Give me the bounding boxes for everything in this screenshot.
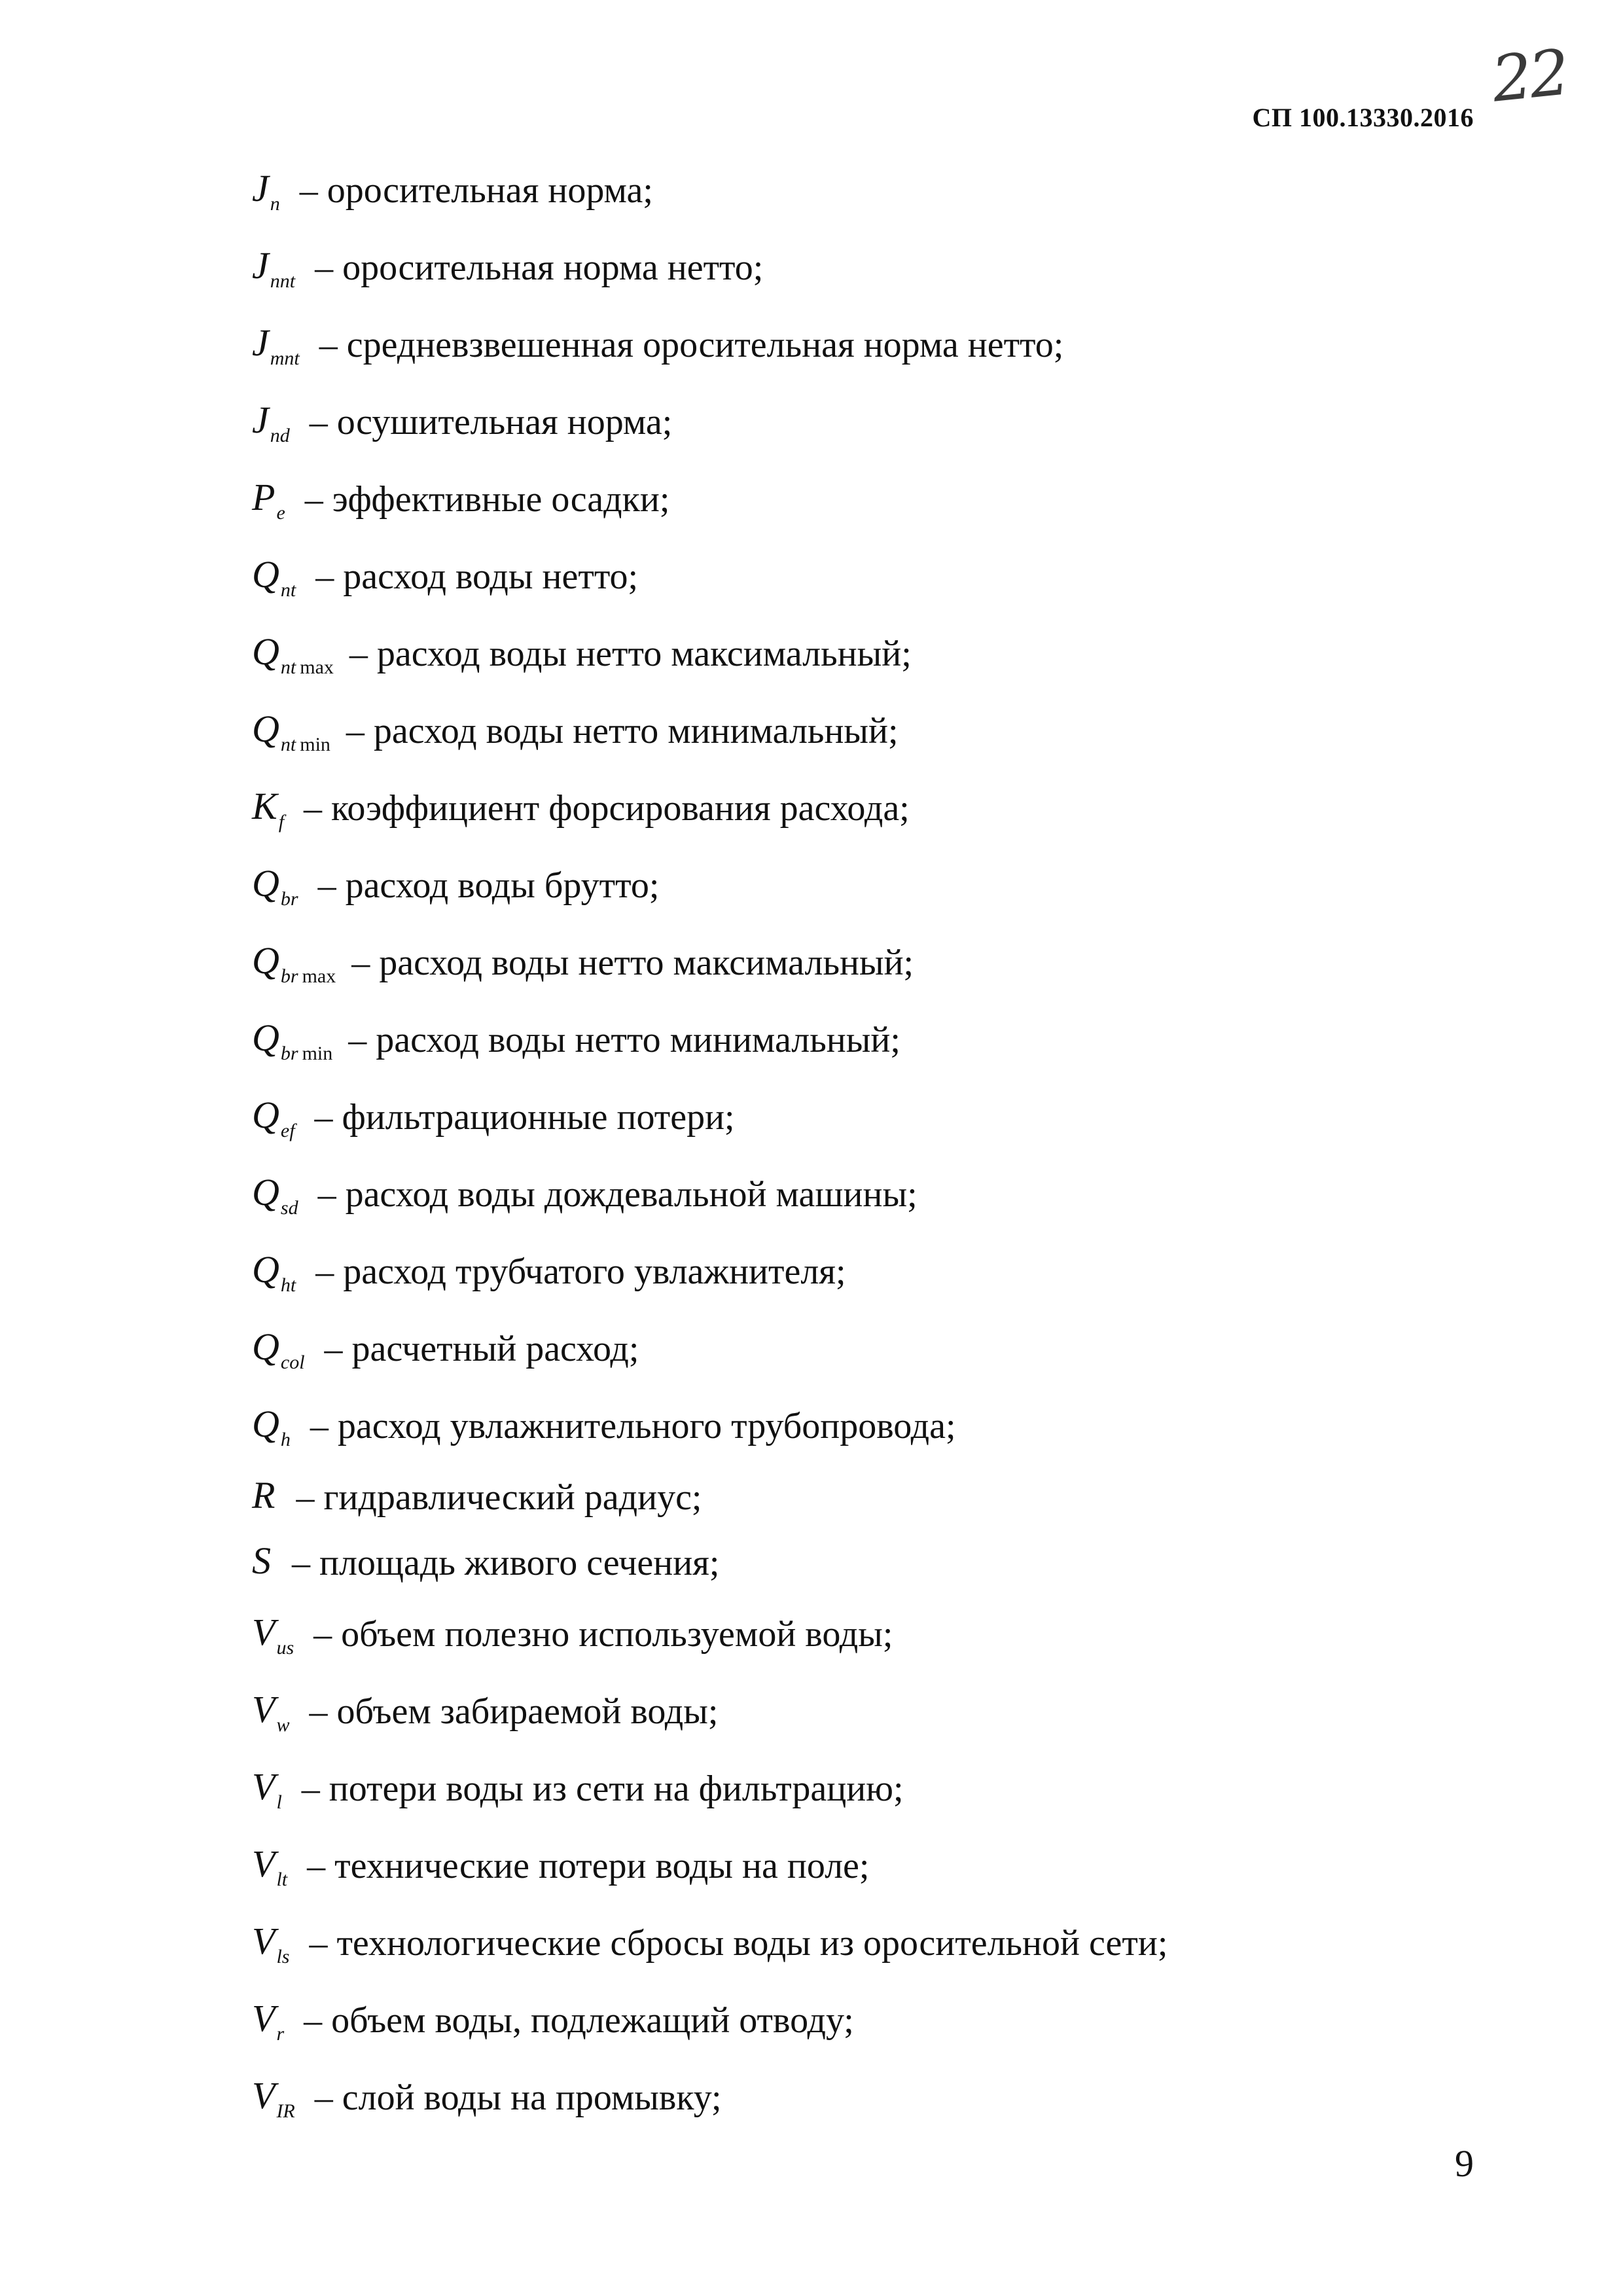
symbol-description: – расход воды дождевальной машины; <box>317 1174 918 1215</box>
symbol-description: – расход воды нетто максимальный; <box>349 634 912 674</box>
symbol-description: – коэффициент форсирования расхода; <box>304 788 910 829</box>
document-code: СП 100.13330.2016 <box>1252 103 1474 132</box>
handwritten-page-mark: 22 <box>1488 35 1571 117</box>
list-item <box>252 461 1528 538</box>
list-item <box>252 1465 1528 1530</box>
symbol-description: – расход воды брутто; <box>317 865 660 906</box>
symbol-description: – площадь живого сечения; <box>292 1543 720 1583</box>
symbol-description: – средневзвешенная оросительная норма нетто; <box>319 325 1064 365</box>
list-item <box>252 229 1528 306</box>
symbol: $Q_h$ <box>252 1402 291 1450</box>
symbol: $J_n$ <box>252 166 280 215</box>
symbol-description: – технические потери воды на поле; <box>307 1846 870 1886</box>
symbol-description: – слой воды на промывку; <box>314 2077 722 2118</box>
symbol-description: – технологические сбросы воды из оросительной сети; <box>309 1923 1168 1964</box>
symbol: $V_r$ <box>252 1996 285 2045</box>
symbol: $Q_{nt}$ $_{min}$ <box>252 707 330 755</box>
symbol-description: – объем полезно используемой воды; <box>313 1614 893 1655</box>
symbol-description: – эффективные осадки; <box>304 479 670 520</box>
symbol-description: – расчетный расход; <box>324 1329 639 1369</box>
symbol: $K_f$ <box>252 784 285 833</box>
list-item <box>252 770 1528 847</box>
list-item <box>252 1001 1528 1079</box>
symbol: $Q_{ht}$ <box>252 1247 296 1296</box>
symbol-description: – расход увлажнительного трубопровода; <box>310 1406 956 1446</box>
list-item <box>252 847 1528 924</box>
symbol-description: – потери воды из сети на фильтрацию; <box>301 1768 904 1809</box>
symbol-description: – расход воды нетто; <box>315 556 639 597</box>
list-item <box>252 1310 1528 1388</box>
list-item <box>252 384 1528 461</box>
symbol-description: – расход воды нетто минимальный; <box>348 1020 901 1060</box>
list-item <box>252 152 1528 229</box>
symbol: $Q_{nt}$ $_{max}$ <box>252 630 334 678</box>
symbol: $J_{nd}$ <box>252 398 290 446</box>
list-item <box>252 1827 1528 1905</box>
symbol-description: – оросительная норма нетто; <box>315 247 764 288</box>
symbol: $Q_{sd}$ <box>252 1170 298 1219</box>
list-item <box>252 1530 1528 1596</box>
symbol: $V_{lt}$ <box>252 1842 288 1890</box>
symbol: $Q_{col}$ <box>252 1325 305 1373</box>
symbol-description: – расход воды нетто минимальный; <box>346 711 899 751</box>
symbol-list <box>252 152 1528 2136</box>
symbol-description: – фильтрационные потери; <box>314 1097 735 1138</box>
symbol-description: – расход воды нетто максимальный; <box>351 942 914 983</box>
list-item <box>252 1982 1528 2059</box>
symbol: $V_{us}$ <box>252 1610 294 1659</box>
symbol: $Q_{br}$ <box>252 861 298 910</box>
symbol-description: – расход трубчатого увлажнителя; <box>315 1251 846 1292</box>
list-item <box>252 538 1528 615</box>
symbol-description: – осушительная норма; <box>309 402 673 442</box>
symbol-description: – объем воды, подлежащий отводу; <box>304 2000 854 2041</box>
list-item <box>252 1233 1528 1310</box>
symbol-description: – гидравлический радиус; <box>296 1477 702 1518</box>
list-item <box>252 692 1528 770</box>
symbol: R <box>252 1473 276 1516</box>
symbol-description: – объем забираемой воды; <box>309 1691 719 1732</box>
symbol: $J_{nnt}$ <box>252 243 296 292</box>
symbol: $Q_{ef}$ <box>252 1093 295 1141</box>
symbol: $V_w$ <box>252 1687 290 1736</box>
symbol: $P_e$ <box>252 475 285 524</box>
list-item <box>252 306 1528 384</box>
page-number: 9 <box>1455 2142 1474 2185</box>
symbol: $Q_{br}$ $_{min}$ <box>252 1016 333 1064</box>
symbol: $Q_{nt}$ <box>252 552 296 601</box>
symbol: S <box>252 1539 271 1582</box>
list-item <box>252 1673 1528 1750</box>
symbol: $Q_{br}$ $_{max}$ <box>252 939 336 987</box>
symbol-description: – оросительная норма; <box>299 170 653 211</box>
symbol: $V_l$ <box>252 1765 282 1813</box>
list-item <box>252 1388 1528 1465</box>
list-item <box>252 1079 1528 1156</box>
list-item <box>252 1750 1528 1827</box>
symbol: $V_{IR}$ <box>252 2073 295 2122</box>
list-item <box>252 1905 1528 1982</box>
list-item <box>252 1156 1528 1233</box>
list-item <box>252 1596 1528 1673</box>
list-item <box>252 615 1528 692</box>
list-item <box>252 2059 1528 2136</box>
symbol: $V_{ls}$ <box>252 1919 290 1967</box>
symbol: $J_{mnt}$ <box>252 321 300 369</box>
list-item <box>252 924 1528 1001</box>
